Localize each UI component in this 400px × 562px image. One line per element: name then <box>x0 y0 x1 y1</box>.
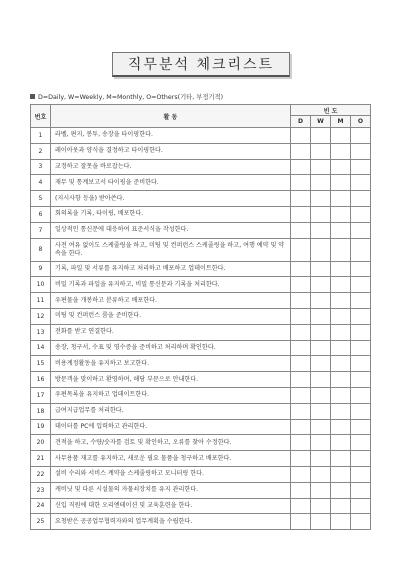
row-number: 23 <box>31 482 51 498</box>
check-cell-m[interactable] <box>331 238 351 261</box>
row-number: 6 <box>31 206 51 222</box>
table-row <box>31 419 371 435</box>
check-cell-w[interactable] <box>311 403 331 419</box>
check-cell-d[interactable] <box>291 222 311 238</box>
check-cell-o[interactable] <box>351 222 371 238</box>
table-row <box>31 466 371 482</box>
check-cell-d[interactable] <box>291 340 311 356</box>
check-cell-m[interactable] <box>331 206 351 222</box>
check-cell-m[interactable] <box>331 435 351 451</box>
check-cell-w[interactable] <box>311 128 331 144</box>
header-number: 번호 <box>31 105 51 128</box>
row-number: 16 <box>31 372 51 388</box>
check-cell-w[interactable] <box>311 159 331 175</box>
check-cell-m[interactable] <box>331 128 351 144</box>
check-cell-m[interactable] <box>331 143 351 159</box>
check-cell-w[interactable] <box>311 293 331 309</box>
check-cell-m[interactable] <box>331 222 351 238</box>
row-task: 데이터를 PC에 입력하고 관리한다. <box>51 419 291 435</box>
check-cell-m[interactable] <box>331 403 351 419</box>
legend-text: D=Daily, W=Weekly, M=Monthly, O=Others(기타, 부정기적) <box>38 94 224 101</box>
check-cell-d[interactable] <box>291 191 311 207</box>
row-task: 설비 수리와 서비스 계약을 스케줄링하고 모니터링 한다. <box>51 466 291 482</box>
table-row <box>31 159 371 175</box>
check-cell-o[interactable] <box>351 482 371 498</box>
check-cell-w[interactable] <box>311 451 331 467</box>
check-cell-o[interactable] <box>351 387 371 403</box>
check-cell-m[interactable] <box>331 482 351 498</box>
check-cell-w[interactable] <box>311 372 331 388</box>
row-task: 급여지급업무를 처리한다. <box>51 403 291 419</box>
check-cell-o[interactable] <box>351 175 371 191</box>
row-number: 15 <box>31 356 51 372</box>
table-row <box>31 206 371 222</box>
header-activity: 활 동 <box>51 105 291 128</box>
table-row <box>31 435 371 451</box>
check-cell-d[interactable] <box>291 159 311 175</box>
table-row <box>31 387 371 403</box>
check-cell-d[interactable] <box>291 206 311 222</box>
check-cell-o[interactable] <box>351 451 371 467</box>
table-row <box>31 356 371 372</box>
check-cell-w[interactable] <box>311 238 331 261</box>
check-cell-d[interactable] <box>291 387 311 403</box>
check-cell-m[interactable] <box>331 277 351 293</box>
check-cell-w[interactable] <box>311 498 331 514</box>
page-title-text: 직무분석 체크리스트 <box>127 57 275 73</box>
check-cell-w[interactable] <box>311 206 331 222</box>
check-cell-w[interactable] <box>311 435 331 451</box>
check-cell-m[interactable] <box>331 356 351 372</box>
row-task: (지시사항 등을) 받아쓴다. <box>51 191 291 207</box>
row-task: 일상적인 통신문에 대응하여 표준서식을 작성한다. <box>51 222 291 238</box>
check-cell-o[interactable] <box>351 466 371 482</box>
table-row <box>31 372 371 388</box>
row-task: 사전 여유 없이도 스케줄링을 하고, 미팅 및 컨퍼런스 스케줄링을 하고, 여행 예약 및 약속을 한다. <box>51 238 291 261</box>
check-cell-o[interactable] <box>351 238 371 261</box>
check-cell-d[interactable] <box>291 143 311 159</box>
job-analysis-checklist-table <box>30 104 371 530</box>
check-cell-m[interactable] <box>331 387 351 403</box>
row-number: 25 <box>31 514 51 530</box>
check-cell-w[interactable] <box>311 340 331 356</box>
check-cell-o[interactable] <box>351 435 371 451</box>
check-cell-w[interactable] <box>311 308 331 324</box>
table-row <box>31 222 371 238</box>
check-cell-d[interactable] <box>291 482 311 498</box>
row-number: 2 <box>31 143 51 159</box>
header-daily: D <box>291 116 311 128</box>
check-cell-d[interactable] <box>291 175 311 191</box>
check-cell-o[interactable] <box>351 498 371 514</box>
check-cell-m[interactable] <box>331 261 351 277</box>
row-task: 견적을 하고, 수량/숫자를 검토 및 확인하고, 오류를 찾아 수정한다. <box>51 435 291 451</box>
check-cell-d[interactable] <box>291 403 311 419</box>
row-number: 17 <box>31 387 51 403</box>
check-cell-w[interactable] <box>311 191 331 207</box>
check-cell-m[interactable] <box>331 191 351 207</box>
check-cell-w[interactable] <box>311 514 331 530</box>
check-cell-m[interactable] <box>331 308 351 324</box>
table-row <box>31 498 371 514</box>
check-cell-d[interactable] <box>291 128 311 144</box>
row-number: 19 <box>31 419 51 435</box>
check-cell-d[interactable] <box>291 498 311 514</box>
check-cell-o[interactable] <box>351 159 371 175</box>
page-title <box>112 52 290 77</box>
check-cell-o[interactable] <box>351 293 371 309</box>
table-row <box>31 403 371 419</box>
check-cell-o[interactable] <box>351 261 371 277</box>
row-task: 교정하고 잘못을 바로잡는다. <box>51 159 291 175</box>
table-row <box>31 128 371 144</box>
check-cell-d[interactable] <box>291 324 311 340</box>
row-task: 요청받은 공공업무협력자와의 업무계획을 수립한다. <box>51 514 291 530</box>
check-cell-o[interactable] <box>351 143 371 159</box>
check-cell-m[interactable] <box>331 498 351 514</box>
table-row <box>31 324 371 340</box>
table-row <box>31 340 371 356</box>
row-number: 20 <box>31 435 51 451</box>
row-number: 11 <box>31 293 51 309</box>
row-task: 비용계정활동을 유지하고 보고한다. <box>51 356 291 372</box>
table-row <box>31 482 371 498</box>
check-cell-o[interactable] <box>351 308 371 324</box>
table-row <box>31 277 371 293</box>
check-cell-o[interactable] <box>351 128 371 144</box>
check-cell-d[interactable] <box>291 238 311 261</box>
row-task: 방문객을 맞이하고 환영하며, 해당 부문으로 안내한다. <box>51 372 291 388</box>
row-task: 레이아웃과 양식을 결정하고 타이핑한다. <box>51 143 291 159</box>
check-cell-m[interactable] <box>331 466 351 482</box>
header-frequency: 빈 도 <box>291 105 371 116</box>
row-number: 18 <box>31 403 51 419</box>
check-cell-m[interactable] <box>331 293 351 309</box>
table-row <box>31 308 371 324</box>
check-cell-w[interactable] <box>311 324 331 340</box>
row-number: 5 <box>31 191 51 207</box>
check-cell-m[interactable] <box>331 324 351 340</box>
check-cell-o[interactable] <box>351 277 371 293</box>
row-task: 사무용품 재고를 유지하고, 새로운 필요 물품을 청구하고 배포한다. <box>51 451 291 467</box>
check-cell-d[interactable] <box>291 261 311 277</box>
check-cell-o[interactable] <box>351 514 371 530</box>
table-row <box>31 143 371 159</box>
check-cell-d[interactable] <box>291 514 311 530</box>
table-row <box>31 293 371 309</box>
check-cell-o[interactable] <box>351 191 371 207</box>
row-number: 12 <box>31 308 51 324</box>
check-cell-o[interactable] <box>351 419 371 435</box>
check-cell-w[interactable] <box>311 356 331 372</box>
check-cell-d[interactable] <box>291 419 311 435</box>
row-number: 14 <box>31 340 51 356</box>
check-cell-w[interactable] <box>311 419 331 435</box>
row-number: 7 <box>31 222 51 238</box>
check-cell-m[interactable] <box>331 451 351 467</box>
check-cell-d[interactable] <box>291 466 311 482</box>
row-task: 라벨, 편지, 봉투, 송장을 타이핑한다. <box>51 128 291 144</box>
row-number: 10 <box>31 277 51 293</box>
check-cell-w[interactable] <box>311 175 331 191</box>
check-cell-d[interactable] <box>291 356 311 372</box>
check-cell-d[interactable] <box>291 451 311 467</box>
table-row <box>31 191 371 207</box>
table-row <box>31 261 371 277</box>
table-row <box>31 238 371 261</box>
check-cell-o[interactable] <box>351 372 371 388</box>
row-task: 재무 및 통계보고서 타이핑을 준비한다. <box>51 175 291 191</box>
check-cell-o[interactable] <box>351 340 371 356</box>
check-cell-m[interactable] <box>331 175 351 191</box>
row-number: 9 <box>31 261 51 277</box>
frequency-legend <box>30 92 223 101</box>
row-task: 신입 직원에 대한 오리엔테이션 및 교육훈련을 한다. <box>51 498 291 514</box>
header-monthly: M <box>331 116 351 128</box>
row-task: 전화를 받고 연결한다. <box>51 324 291 340</box>
row-task: 우편물을 개봉하고 분류하고 배포한다. <box>51 293 291 309</box>
row-task: 미팅 및 컨퍼런스 룸을 준비한다. <box>51 308 291 324</box>
row-task: 캐비닛 및 다른 시설물의 자물쇠장치를 유지 관리한다. <box>51 482 291 498</box>
table-row <box>31 451 371 467</box>
header-others: O <box>351 116 371 128</box>
check-cell-m[interactable] <box>331 514 351 530</box>
check-cell-d[interactable] <box>291 435 311 451</box>
table-row <box>31 514 371 530</box>
check-cell-d[interactable] <box>291 277 311 293</box>
check-cell-w[interactable] <box>311 143 331 159</box>
row-number: 1 <box>31 128 51 144</box>
row-number: 24 <box>31 498 51 514</box>
check-cell-w[interactable] <box>311 466 331 482</box>
row-number: 13 <box>31 324 51 340</box>
check-cell-o[interactable] <box>351 403 371 419</box>
check-cell-d[interactable] <box>291 293 311 309</box>
check-cell-o[interactable] <box>351 206 371 222</box>
table-row <box>31 175 371 191</box>
row-task: 송장, 청구서, 수표 및 영수증을 준비하고 처리하며 확인한다. <box>51 340 291 356</box>
check-cell-w[interactable] <box>311 277 331 293</box>
row-number: 3 <box>31 159 51 175</box>
check-cell-m[interactable] <box>331 340 351 356</box>
check-cell-o[interactable] <box>351 324 371 340</box>
row-task: 기록, 파일 및 서류를 유지하고 처리하고 배포하고 업데이트한다. <box>51 261 291 277</box>
row-task: 우편목록을 유지하고 업데이트한다. <box>51 387 291 403</box>
check-cell-m[interactable] <box>331 372 351 388</box>
check-cell-m[interactable] <box>331 419 351 435</box>
check-cell-m[interactable] <box>331 159 351 175</box>
row-number: 21 <box>31 451 51 467</box>
check-cell-d[interactable] <box>291 372 311 388</box>
row-number: 22 <box>31 466 51 482</box>
check-cell-w[interactable] <box>311 482 331 498</box>
square-bullet-icon <box>30 94 35 99</box>
check-cell-o[interactable] <box>351 356 371 372</box>
check-cell-w[interactable] <box>311 222 331 238</box>
check-cell-w[interactable] <box>311 387 331 403</box>
check-cell-w[interactable] <box>311 261 331 277</box>
row-task: 비밀 기록과 파일을 유지하고, 비밀 통신문과 기록을 처리한다. <box>51 277 291 293</box>
check-cell-d[interactable] <box>291 308 311 324</box>
row-task: 회의록을 기록, 타이핑, 배포한다. <box>51 206 291 222</box>
row-number: 8 <box>31 238 51 261</box>
row-number: 4 <box>31 175 51 191</box>
header-weekly: W <box>311 116 331 128</box>
